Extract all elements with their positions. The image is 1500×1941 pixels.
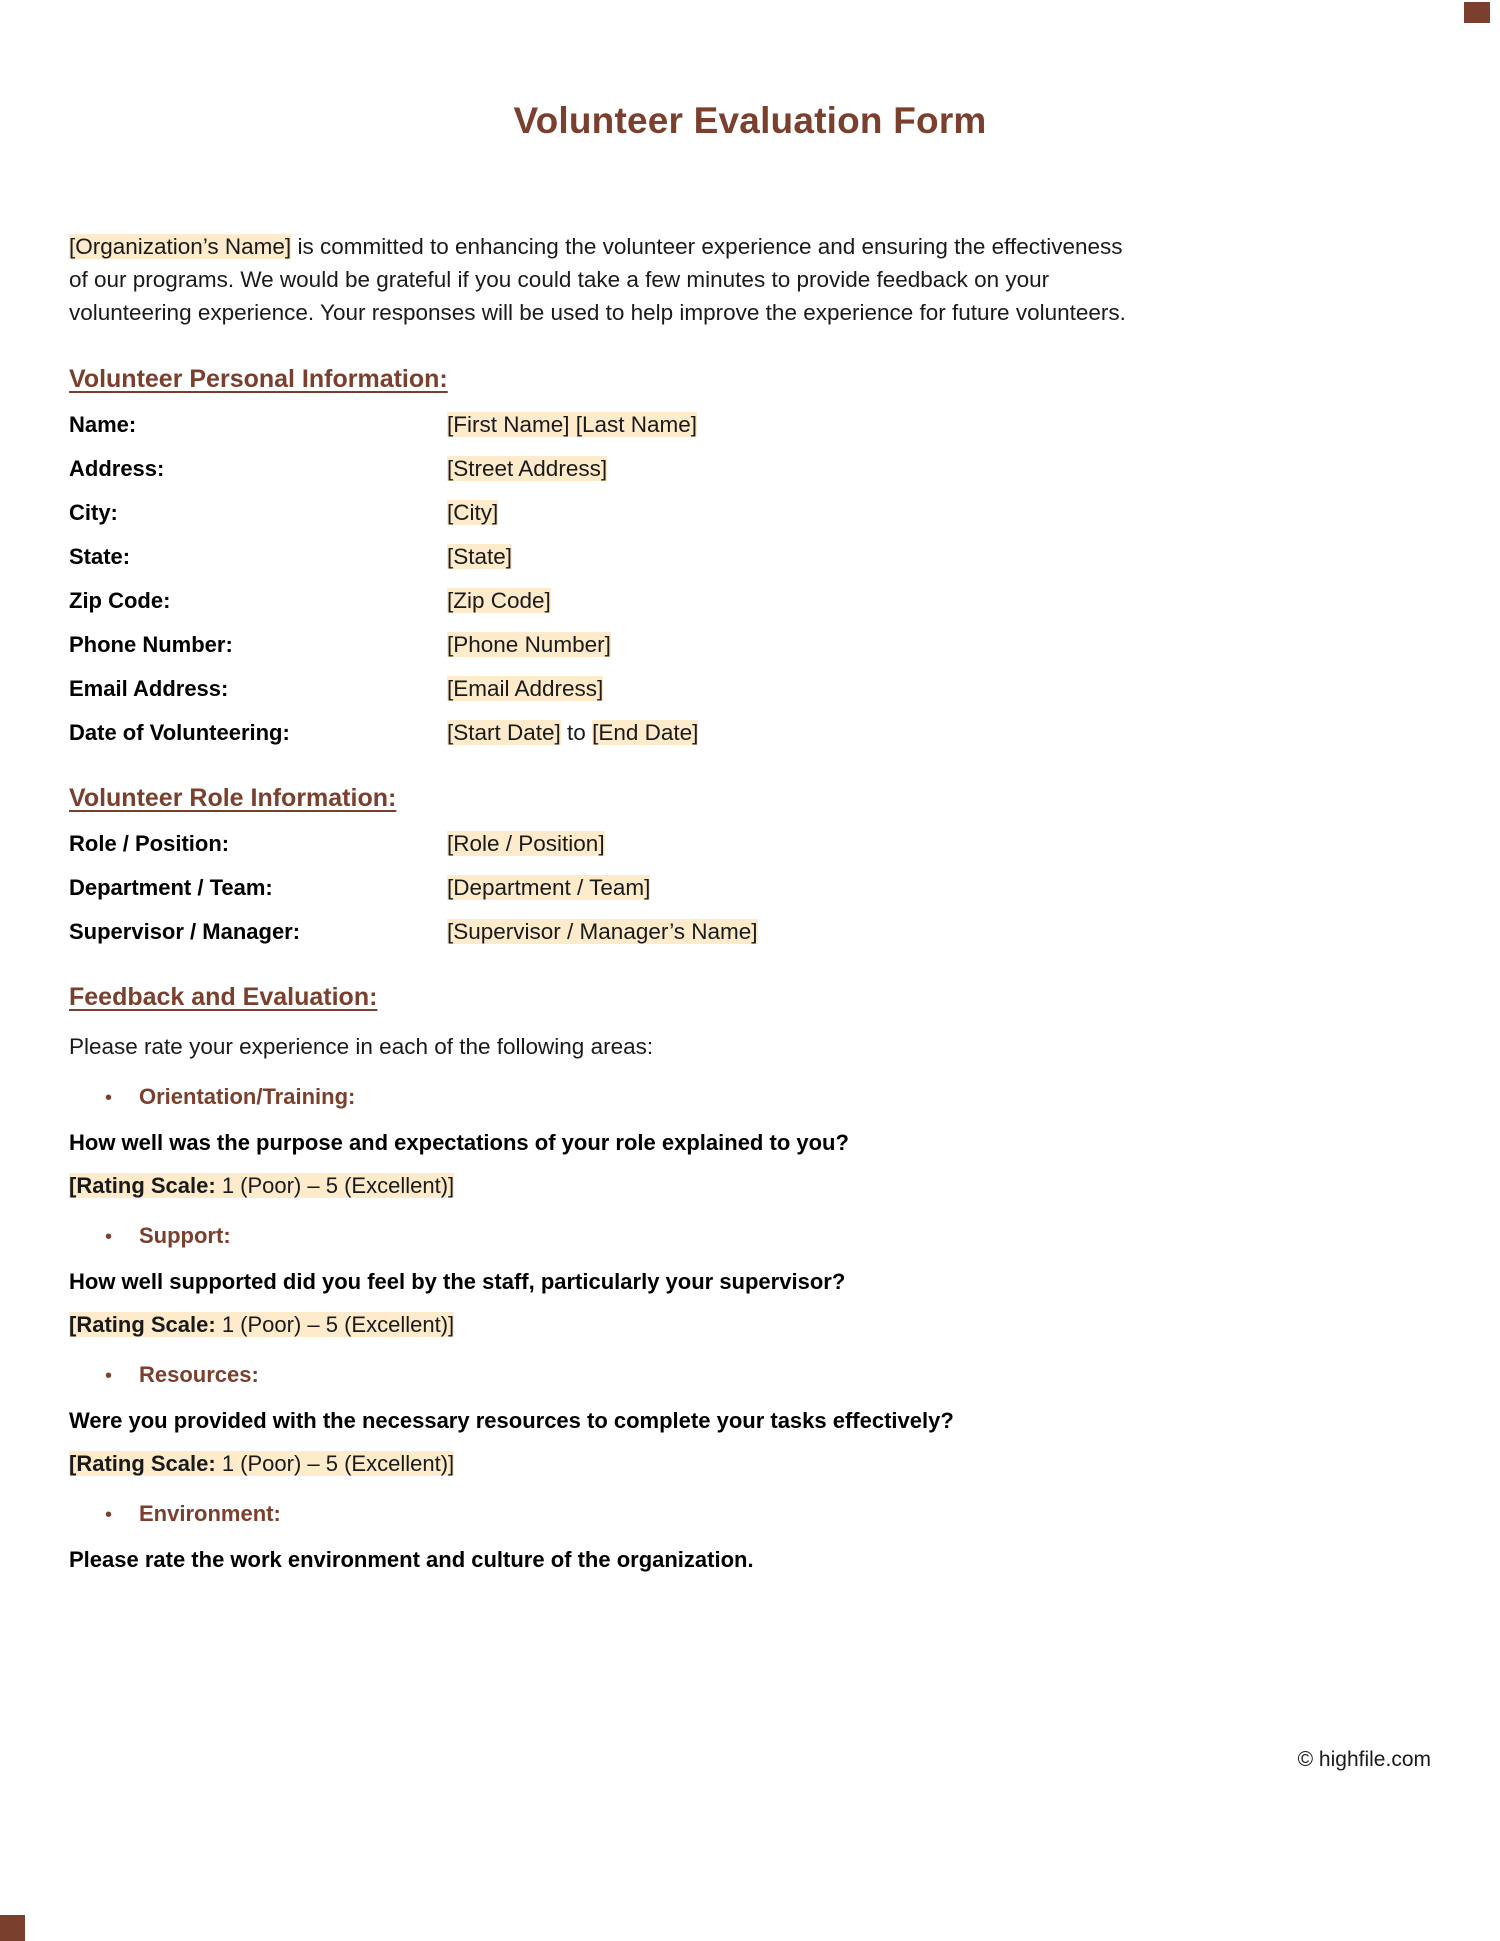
feedback-item-environment: [69, 1501, 1431, 1574]
field-value-role-position[interactable]: [447, 831, 605, 857]
rating-scale-range: 1 (Poor) – 5 (Excellent)]: [215, 1173, 455, 1198]
intro-paragraph-text: is committed to enhancing the volunteer experience and ensuring the effectiveness of our programs. We would be grateful if you could take a few minutes to provide feedback on your volunteering experience. Your responses will be used to help improve the experience for future volunteers.: [69, 234, 1126, 325]
rating-scale-label: [Rating Scale:: [69, 1173, 216, 1198]
field-label-zip-code: Zip Code:: [69, 588, 171, 613]
field-value-email-address-text: [Email Address]: [447, 676, 604, 701]
field-value-date-of-volunteering[interactable]: [447, 720, 698, 746]
intro-paragraph: [69, 142, 1144, 329]
field-value-phone-number[interactable]: [447, 632, 611, 658]
field-label-phone-number: Phone Number:: [69, 632, 233, 657]
field-value-city-text: [City]: [447, 500, 499, 525]
field-value-department-team[interactable]: [447, 875, 650, 901]
organization-name-placeholder: [Organization’s Name]: [69, 234, 292, 259]
field-label-role-position: Role / Position:: [69, 831, 230, 856]
rating-scale-resources: [69, 1435, 1431, 1479]
question-orientation-training: How well was the purpose and expectations of your role explained to you?: [69, 1130, 849, 1155]
rating-scale-label: [Rating Scale:: [69, 1312, 216, 1337]
field-label-department-team: Department / Team:: [69, 875, 273, 900]
feedback-lead-text: Please rate your experience in each of the following areas:: [69, 1034, 654, 1059]
field-value-role-position-text: [Role / Position]: [447, 831, 605, 856]
field-value-address[interactable]: [447, 456, 607, 482]
question-support: How well supported did you feel by the staff, particularly your supervisor?: [69, 1269, 846, 1294]
field-value-name[interactable]: [447, 412, 697, 438]
field-value-name-text: [First Name] [Last Name]: [447, 412, 698, 437]
feedback-item-orientation-training: [69, 1084, 1431, 1201]
field-label-date-of-volunteering: Date of Volunteering:: [69, 720, 290, 745]
field-row-zip-code: [69, 588, 1431, 614]
field-row-state: [69, 544, 1431, 570]
field-value-start-date-text: [Start Date]: [447, 720, 561, 745]
rating-scale-orientation-training: [69, 1157, 1431, 1201]
footer-credit: © highfile.com: [1297, 1748, 1431, 1771]
question-environment: Please rate the work environment and culture of the organization.: [69, 1547, 754, 1572]
field-value-city[interactable]: [447, 500, 498, 526]
field-value-state-text: [State]: [447, 544, 513, 569]
bullet-dot-icon: •: [105, 1087, 113, 1109]
bullet-label-resources: Resources:: [139, 1362, 259, 1387]
field-value-zip-code[interactable]: [447, 588, 551, 614]
rating-scale-range: 1 (Poor) – 5 (Excellent)]: [215, 1451, 455, 1476]
field-value-department-team-text: [Department / Team]: [447, 875, 651, 900]
role-information-fields: [69, 831, 1431, 945]
field-row-city: [69, 500, 1431, 526]
field-label-name: Name:: [69, 412, 137, 437]
field-row-email-address: [69, 676, 1431, 702]
field-label-address: Address:: [69, 456, 165, 481]
section-heading-feedback-evaluation: Feedback and Evaluation:: [69, 983, 378, 1011]
bullet-label-environment: Environment:: [139, 1501, 281, 1526]
field-label-supervisor-manager: Supervisor / Manager:: [69, 919, 301, 944]
field-row-phone-number: [69, 632, 1431, 658]
field-row-date-of-volunteering: [69, 720, 1431, 746]
page-title: Volunteer Evaluation Form: [513, 100, 987, 141]
section-heading-role-information: Volunteer Role Information:: [69, 784, 397, 812]
bullet-label-support: Support:: [139, 1223, 231, 1248]
field-value-supervisor-manager[interactable]: [447, 919, 758, 945]
field-row-name: [69, 412, 1431, 438]
field-row-supervisor-manager: [69, 919, 1431, 945]
section-heading-personal-information: Volunteer Personal Information:: [69, 365, 448, 393]
bullet-row-environment: [69, 1501, 1431, 1528]
field-label-email-address: Email Address:: [69, 676, 229, 701]
bullet-label-orientation-training: Orientation/Training:: [139, 1084, 356, 1109]
field-value-email-address[interactable]: [447, 676, 603, 702]
field-value-date-separator: to: [560, 720, 593, 745]
bullet-dot-icon: •: [105, 1365, 113, 1387]
field-row-role-position: [69, 831, 1431, 857]
bullet-row-resources: [69, 1362, 1431, 1389]
field-label-city: City:: [69, 500, 118, 525]
field-value-state[interactable]: [447, 544, 512, 570]
question-resources: Were you provided with the necessary resources to complete your tasks effectively?: [69, 1408, 954, 1433]
bullet-dot-icon: •: [105, 1226, 113, 1248]
field-value-zip-code-text: [Zip Code]: [447, 588, 551, 613]
rating-scale-support: [69, 1296, 1431, 1340]
field-value-address-text: [Street Address]: [447, 456, 608, 481]
field-value-phone-number-text: [Phone Number]: [447, 632, 611, 657]
personal-information-fields: [69, 412, 1431, 746]
feedback-item-resources: [69, 1362, 1431, 1479]
field-value-supervisor-manager-text: [Supervisor / Manager’s Name]: [447, 919, 758, 944]
bullet-row-orientation-training: [69, 1084, 1431, 1111]
field-value-end-date-text: [End Date]: [592, 720, 699, 745]
field-label-state: State:: [69, 544, 131, 569]
bullet-row-support: [69, 1223, 1431, 1250]
field-row-address: [69, 456, 1431, 482]
bullet-dot-icon: •: [105, 1504, 113, 1526]
rating-scale-label: [Rating Scale:: [69, 1451, 216, 1476]
field-row-department-team: [69, 875, 1431, 901]
rating-scale-range: 1 (Poor) – 5 (Excellent)]: [215, 1312, 455, 1337]
feedback-item-support: [69, 1223, 1431, 1340]
